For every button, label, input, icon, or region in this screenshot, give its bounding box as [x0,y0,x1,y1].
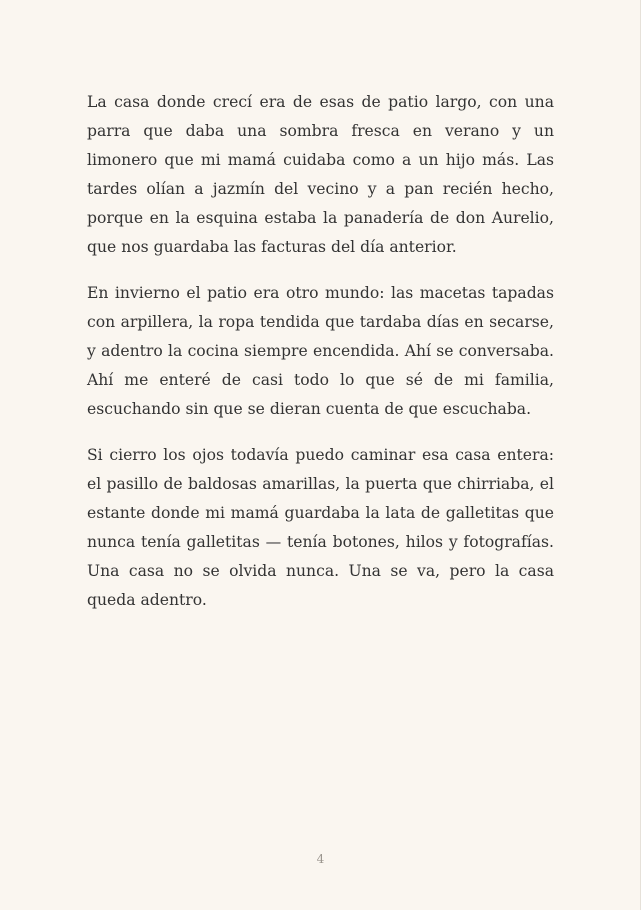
body-text [87,88,554,632]
paragraph: La casa donde crecí era de esas de patio largo, con una parra que daba una sombra fresca en verano y un limonero que mi mamá cuidaba como a un hijo más. Las tardes olían a jazmín del vecino y a pan recién hecho, porque en la esquina estaba la panadería de don Aurelio, que nos guardaba las facturas del día anterior. [87,93,554,256]
paragraph: En invierno el patio era otro mundo: las macetas tapadas con arpillera, la ropa tendida que tardaba días en secarse, y adentro la cocina siempre encendida. Ahí se conversaba. Ahí me enteré de casi todo lo que sé de mi familia, escuchando sin que se dieran cuenta de que escuchaba. [87,284,554,418]
page-number: 4 [316,852,325,866]
paragraph: Si cierro los ojos todavía puedo caminar esa casa entera: el pasillo de baldosas amarillas, la puerta que chirriaba, el estante donde mi mamá guardaba la lata de galletitas que nunca tenía galletitas — tenía botones, hilos y fotografías. Una casa no se olvida nunca. Una se va, pero la casa queda adentro. [87,446,554,609]
